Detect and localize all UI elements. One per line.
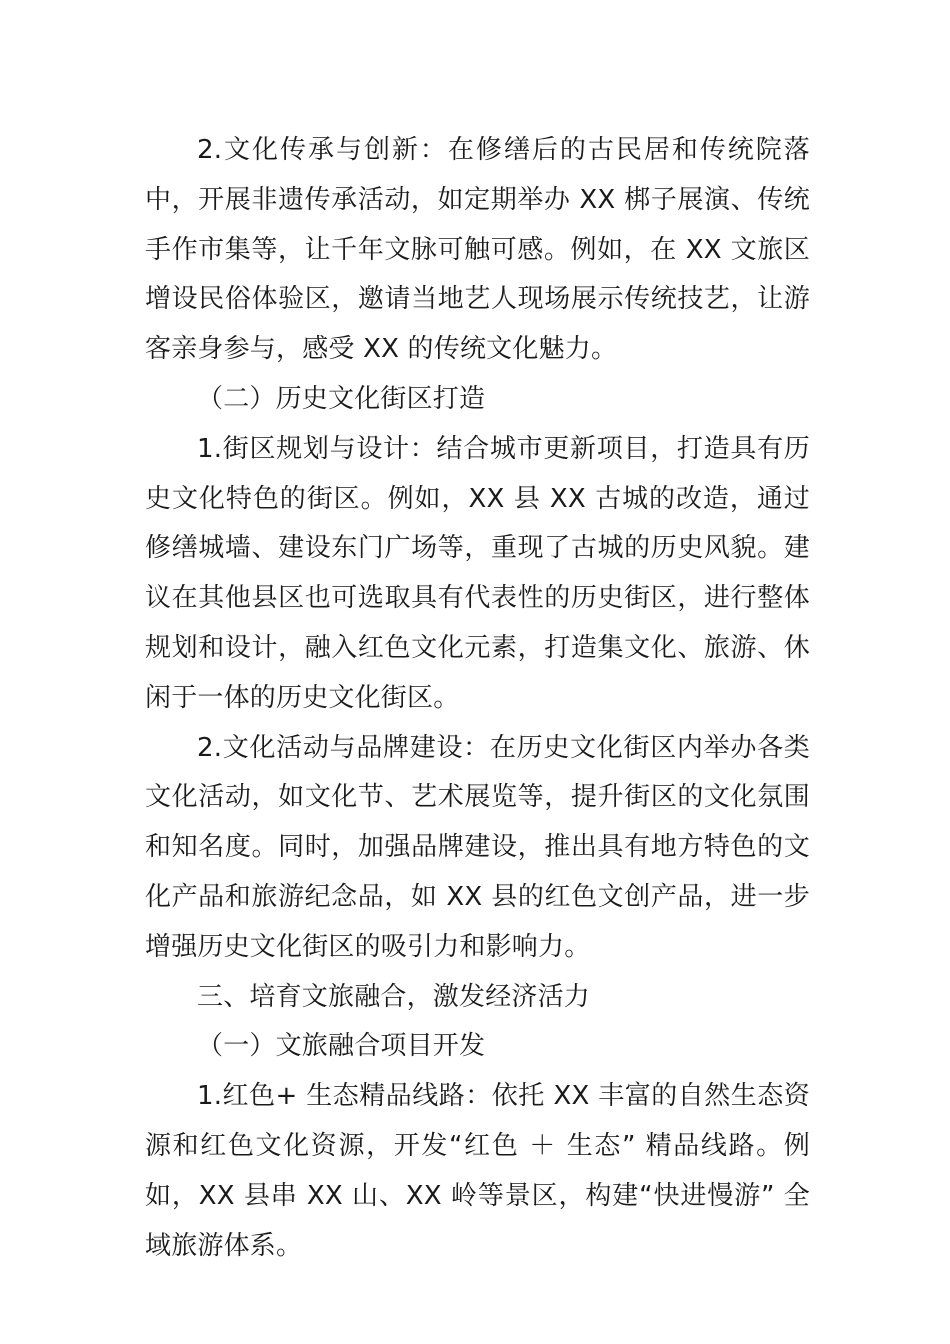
paragraph-red-eco-routes: 1.红色+ 生态精品线路：依托 XX 丰富的自然生态资源和红色文化资源，开发“红色 ＋ 生态” 精品线路。例如，XX 县串 XX 山、XX 岭等景区，构建“快进慢游” 全域旅游体系。 bbox=[145, 1081, 810, 1261]
document-body bbox=[145, 126, 810, 1271]
paragraph-district-planning: 1.街区规划与设计：结合城市更新项目，打造具有历史文化特色的街区。例如，XX 县 XX 古城的改造，通过修缮城墙、建设东门广场等，重现了古城的历史风貌。建议在其他县区也可选取具有代表性的历史街区，进行整体规划和设计，融入红色文化元素，打造集文化、旅游、休闲于一体的历史文化街区。 bbox=[145, 433, 810, 713]
paragraph-cultural-activities: 2.文化活动与品牌建设：在历史文化街区内举办各类文化活动，如文化节、艺术展览等，提升街区的文化氛围和知名度。同时，加强品牌建设，推出具有地方特色的文化产品和旅游纪念品，如 XX 县的红色文创产品，进一步增强历史文化街区的吸引力和影响力。 bbox=[145, 732, 810, 962]
heading-project-development: （一）文旅融合项目开发 bbox=[197, 1031, 486, 1062]
heading-historic-district: （二）历史文化街区打造 bbox=[197, 383, 486, 414]
paragraph-culture-inheritance: 2.文化传承与创新：在修缮后的古民居和传统院落中，开展非遗传承活动，如定期举办 XX 梆子展演、传统手作市集等，让千年文脉可触可感。例如，在 XX 文旅区增设民俗体验区，邀请当地艺人现场展示传统技艺，让游客亲身参与，感受 XX 的传统文化魅力。 bbox=[145, 135, 810, 365]
heading-section-three: 三、培育文旅融合，激发经济活力 bbox=[197, 981, 591, 1012]
